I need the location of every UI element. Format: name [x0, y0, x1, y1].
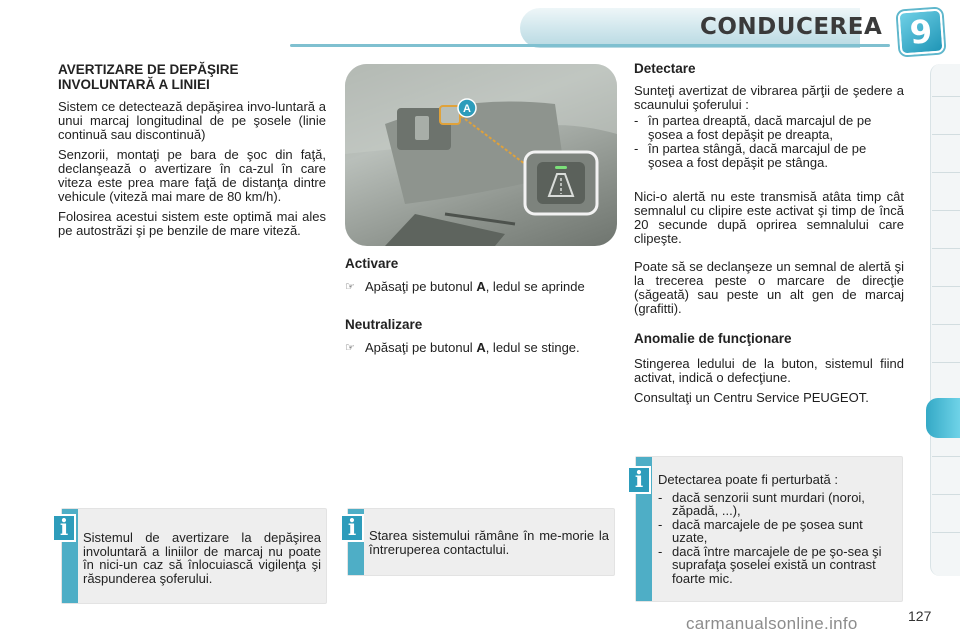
- tab-divider: [932, 362, 960, 363]
- list-item: - dacă senzorii sunt murdari (noroi, zăpadă, ...),: [658, 489, 865, 518]
- middle-column: [345, 257, 620, 355]
- list-item: - în partea dreaptă, dacă marcajul de pe şosea a fost depăşit pe dreapta,: [634, 113, 872, 142]
- section-heading: AVERTIZARE DE DEPĂŞIRE INVOLUNTARĂ A LINIEI: [58, 62, 239, 92]
- info-icon: i: [627, 466, 651, 494]
- neutralization-step: ☞ Apăsaţi pe butonul A, ledul se stinge.: [345, 340, 580, 355]
- info-intro: Detectarea poate fi perturbată :: [658, 472, 838, 487]
- tab-divider: [932, 324, 960, 325]
- info-box-warning: [61, 508, 327, 604]
- tab-divider: [932, 172, 960, 173]
- tab-divider: [932, 494, 960, 495]
- paragraph: Sistem ce detectează depăşirea invo-luntară a unui marcaj longitudinal de pe şosele (linie continuă sau discontinuă): [58, 99, 326, 142]
- header-rule: [290, 44, 890, 47]
- info-text: Sistemul de avertizare la depăşirea involuntară a liniilor de marcaj nu poate în nici-un caz să înlocuiască vigilenţa şi răspunderea şoferului.: [83, 530, 321, 586]
- paragraph: Senzorii, montaţi pe bara de şoc din faţă, declanşează o avertizare în ca-zul în care viteza este prea mare faţă de distanţa dintre vehicule (viteză mai mare de 80 km/h).: [58, 147, 326, 204]
- paragraph: Folosirea acestui sistem este optimă mai ales pe autostrăzi şi pe benzile de mare viteză.: [58, 209, 326, 238]
- info-box-memory: [347, 508, 615, 576]
- info-box-detection: [635, 456, 903, 602]
- activation-title: Activare: [345, 256, 399, 271]
- detection-title: Detectare: [634, 61, 696, 76]
- activation-step: ☞ Apăsaţi pe butonul A, ledul se aprinde: [345, 279, 585, 294]
- active-chapter-tab[interactable]: [926, 398, 960, 438]
- page-number: 127: [908, 608, 932, 624]
- info-icon: i: [52, 514, 76, 542]
- tab-divider: [932, 210, 960, 211]
- neutralization-title: Neutralizare: [345, 317, 423, 332]
- dashboard-button-photo: [345, 64, 617, 246]
- tab-divider: [932, 532, 960, 533]
- paragraph: Consultaţi un Centru Service PEUGEOT.: [634, 390, 869, 405]
- info-list: [658, 473, 898, 585]
- tab-divider: [932, 248, 960, 249]
- detection-intro: Sunteţi avertizat de vibrarea părţii de şedere a scaunului şoferului :: [634, 83, 904, 112]
- pointing-hand-icon: ☞: [345, 281, 355, 293]
- list-item: - dacă marcajele de pe şosea sunt uzate,: [658, 516, 863, 545]
- info-text: Starea sistemului rămâne în me-morie la întreruperea contactului.: [369, 528, 609, 557]
- photo-label-a: A: [463, 103, 471, 115]
- list-item: - dacă între marcajele de pe şo-sea şi suprafaţa şoselei există un contrast foarte mic.: [658, 543, 882, 586]
- tab-divider: [932, 96, 960, 97]
- pointing-hand-icon: ☞: [345, 342, 355, 354]
- list-item: - în partea stângă, dacă marcajul de pe şosea a fost depăşit pe stânga.: [634, 141, 867, 170]
- watermark: carmanualsonline.info: [686, 614, 858, 633]
- tab-divider: [932, 456, 960, 457]
- right-column: [634, 62, 904, 405]
- dashboard-illustration: [345, 64, 617, 246]
- tab-divider: [932, 134, 960, 135]
- paragraph: Nici-o alertă nu este transmisă atâta timp cât semnalul cu clipire este activat şi timp de încă 20 secunde după oprirea semnalului care clipeşte.: [634, 189, 904, 246]
- chapter-tab-strip: [930, 64, 960, 576]
- paragraph: Stingerea ledului de la buton, sistemul fiind activat, indică o defecţiune.: [634, 356, 904, 385]
- anomaly-title: Anomalie de funcţionare: [634, 331, 792, 346]
- left-column: [58, 62, 326, 238]
- chapter-title: CONDUCEREA: [700, 14, 883, 40]
- tab-divider: [932, 286, 960, 287]
- paragraph: Poate să se declanşeze un semnal de alertă şi la trecerea peste o marcare de direcţie (săgeată) sau peste un alt gen de marcaj (grafitti).: [634, 259, 904, 316]
- chapter-number-badge: 9: [898, 9, 945, 56]
- info-icon: i: [340, 514, 364, 542]
